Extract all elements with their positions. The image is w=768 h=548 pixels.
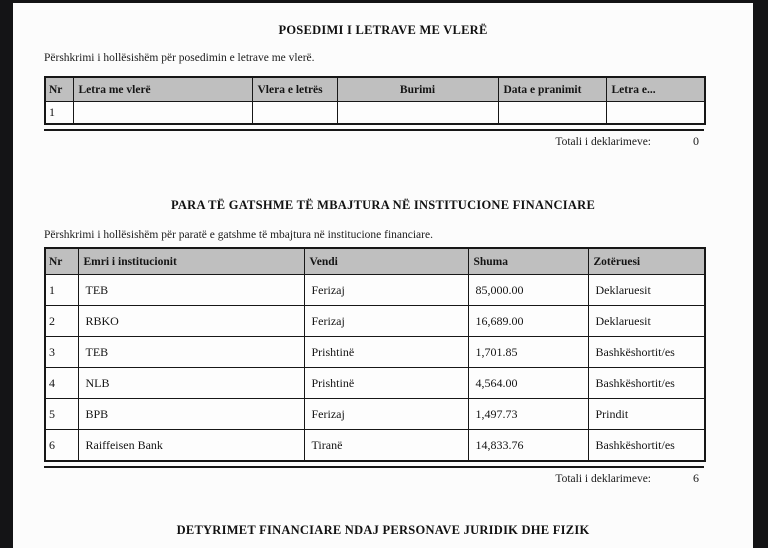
table-row [45,399,705,430]
cell-shuma: 16,689.00 [468,306,588,337]
cell-vlera [252,102,337,125]
table-row [45,337,705,368]
cell-emri: TEB [78,337,304,368]
header-cell-vendi: Vendi [304,248,468,275]
table-header-row [45,248,705,275]
cell-nr: 1 [45,102,73,125]
header-cell-data: Data e pranimit [498,77,606,102]
securities-table [44,76,706,125]
cash-table [44,247,706,462]
cell-nr: 2 [45,306,78,337]
cell-vendi: Ferizaj [304,306,468,337]
cell-vendi: Ferizaj [304,275,468,306]
cell-vendi: Tiranë [304,430,468,462]
document-page [13,3,753,548]
liabilities-section-title: DETYRIMET FINANCIARE NDAJ PERSONAVE JURIDIK DHE FIZIK [176,523,590,537]
cell-emri: RBKO [78,306,304,337]
cell-shuma: 4,564.00 [468,368,588,399]
securities-section-description: Përshkrimi i hollësishëm për posedimin e letrave me vlerë. [44,52,315,64]
table-row [45,275,705,306]
header-cell-zoteruesi: Zotëruesi [588,248,705,275]
cell-shuma: 85,000.00 [468,275,588,306]
securities-section-title: POSEDIMI I LETRAVE ME VLERË [278,23,488,37]
cell-emri: Raiffeisen Bank [78,430,304,462]
header-cell-burimi: Burimi [337,77,498,102]
table-row [45,430,705,462]
table-header-row [45,77,705,102]
cell-letra-e [606,102,705,125]
cell-emri: TEB [78,275,304,306]
cash-totals-row [44,466,704,486]
cell-shuma: 1,497.73 [468,399,588,430]
cell-vendi: Prishtinë [304,368,468,399]
total-value: 0 [693,134,699,148]
cell-nr: 4 [45,368,78,399]
cell-burimi [337,102,498,125]
cell-shuma: 1,701.85 [468,337,588,368]
total-label: Totali i deklarimeve: [555,473,651,485]
cell-vendi: Prishtinë [304,337,468,368]
table-row [45,306,705,337]
cell-zoteruesi: Bashkëshortit/es [588,430,705,462]
header-cell-nr: Nr [45,248,78,275]
header-cell-nr: Nr [45,77,73,102]
cell-zoteruesi: Prindit [588,399,705,430]
header-cell-shuma: Shuma [468,248,588,275]
cell-zoteruesi: Deklaruesit [588,275,705,306]
cell-vendi: Ferizaj [304,399,468,430]
securities-totals-row [44,129,704,149]
cell-nr: 5 [45,399,78,430]
cell-emri: BPB [78,399,304,430]
cell-nr: 6 [45,430,78,462]
cash-section-description: Përshkrimi i hollësishëm për paratë e gatshme të mbajtura në institucione financiare. [44,229,433,241]
cell-zoteruesi: Bashkëshortit/es [588,368,705,399]
cell-data [498,102,606,125]
cell-shuma: 14,833.76 [468,430,588,462]
total-value: 6 [693,471,699,485]
total-label: Totali i deklarimeve: [555,136,651,148]
cell-nr: 3 [45,337,78,368]
header-cell-letra-e: Letra e... [606,77,705,102]
table-row [45,368,705,399]
header-cell-vlera: Vlera e letrës [252,77,337,102]
header-cell-emri: Emri i institucionit [78,248,304,275]
cell-nr: 1 [45,275,78,306]
cash-section-title: PARA TË GATSHME TË MBAJTURA NË INSTITUCIONE FINANCIARE [170,198,596,212]
cell-zoteruesi: Bashkëshortit/es [588,337,705,368]
cell-emri: NLB [78,368,304,399]
table-row [45,102,705,125]
header-cell-letra: Letra me vlerë [73,77,252,102]
cell-letra [73,102,252,125]
cell-zoteruesi: Deklaruesit [588,306,705,337]
